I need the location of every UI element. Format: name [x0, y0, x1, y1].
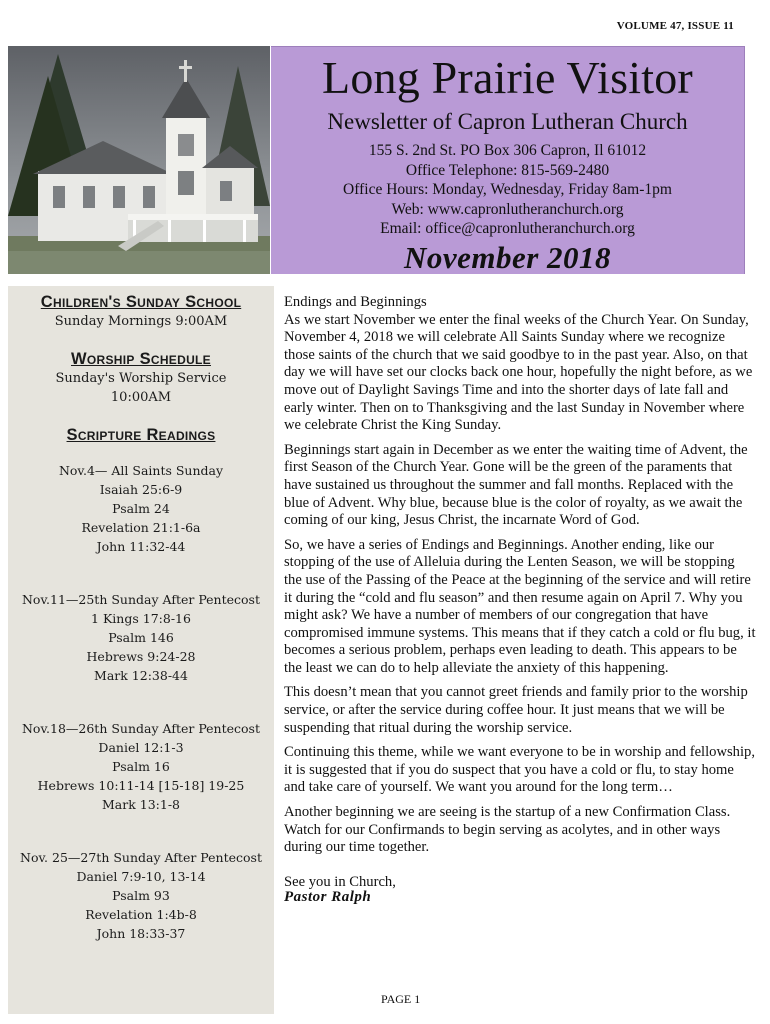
reading-line: Psalm 146: [108, 630, 174, 645]
newsletter-title: Long Prairie Visitor: [322, 52, 693, 103]
reading-line: Isaiah 25:6-9: [99, 482, 183, 497]
issue-month: November 2018: [403, 239, 612, 275]
reading-line: Daniel 12:1-3: [98, 740, 184, 755]
worship-time: 10:00AM: [110, 390, 172, 405]
reading-group-nov-11: [8, 590, 274, 685]
reading-group-nov-25: [8, 848, 274, 943]
volume-issue: VOLUME 47, ISSUE 11: [616, 20, 734, 32]
church-website: Web: www.capronlutheranchurch.org: [391, 200, 624, 218]
office-phone: Office Telephone: 815-569-2480: [405, 161, 610, 179]
reading-line: 1 Kings 17:8-16: [91, 611, 191, 626]
reading-line: Psalm 16: [112, 759, 170, 774]
scripture-heading: Scripture Readings: [66, 426, 216, 444]
newsletter-subtitle: Newsletter of Capron Lutheran Church: [327, 109, 688, 134]
sunday-school-heading: Children's Sunday School: [40, 293, 242, 311]
reading-line: John 18:33-37: [96, 926, 186, 941]
reading-line: Mark 13:1-8: [101, 797, 181, 812]
reading-line: Mark 12:38-44: [94, 668, 188, 683]
reading-line: Revelation 21:1-6a: [81, 520, 201, 535]
church-email: Email: office@capronlutheranchurch.org: [380, 220, 635, 237]
sunday-school-time: Sunday Mornings 9:00AM: [54, 314, 228, 329]
reading-line: John 11:32-44: [96, 539, 186, 554]
page-number: PAGE 1: [381, 992, 421, 1006]
article-closing: See you in Church,: [284, 873, 396, 890]
article-paragraph: Another beginning we are seeing is the startup of a new Confirmation Class. Watch for our Confirmands to begin serving as acolytes, and in other ways during our time together.: [284, 804, 731, 856]
reading-line: Daniel 7:9-10, 13-14: [76, 869, 206, 884]
reading-group-nov-18: [8, 719, 274, 814]
sidebar: [8, 286, 274, 1014]
article-heading: Endings and Beginnings: [284, 294, 427, 310]
reading-line: Nov. 25—27th Sunday After Pentecost: [20, 850, 262, 865]
church-photo: [8, 46, 270, 274]
article-paragraph: As we start November we enter the final weeks of the Church Year. On Sunday, November 4, 2018 we will celebrate All Saints Sunday where we recognize those saints of the church that we said goodbye to in the past year. Also, on that day we will have set our clocks back one hour, hopefully the night before, as we move out of Daylight Savings Time and into the shorter days of late fall and early winter. Then on to Thanksgiving and the last Sunday in November where we celebrate Christ the King Sunday.: [284, 311, 753, 434]
worship-service: Sunday's Worship Service: [55, 371, 227, 386]
reading-line: Psalm 24: [112, 501, 170, 516]
church-address: 155 S. 2nd St. PO Box 306 Capron, Il 61012: [368, 142, 647, 159]
masthead: [271, 46, 745, 274]
article-paragraph: Continuing this theme, while we want everyone to be in worship and fellowship, it is suggested that if you do suspect that you have a cold or flu, to stay home and take care of yourself. We want you around for the long term…: [284, 744, 755, 796]
office-hours: Office Hours: Monday, Wednesday, Friday 8am-1pm: [343, 181, 672, 198]
article-paragraph: This doesn’t mean that you cannot greet friends and family prior to the worship service, or after the service during coffee hour. It just means that we will be suspending that ritual during the worship service.: [284, 684, 748, 736]
worship-heading: Worship Schedule: [71, 350, 211, 368]
reading-line: Hebrews 9:24-28: [86, 649, 196, 664]
reading-line: Hebrews 10:11-14 [15-18] 19-25: [37, 778, 245, 793]
article: [284, 294, 756, 907]
reading-group-nov-4: [8, 461, 274, 556]
reading-line: Revelation 1:4b-8: [85, 907, 197, 922]
reading-line: Nov.11—25th Sunday After Pentecost: [21, 592, 260, 607]
article-paragraph: Beginnings start again in December as we enter the waiting time of Advent, the first Season of the Church Year. Gone will be the green of the paraments that have sustained us throughout the summer and fall months. Replaced with the blue of Advent. Why blue, because blue is the color of royalty, as we await the coming of our king, Jesus Christ, the incarnate Word of God.: [284, 441, 748, 529]
reading-line: Psalm 93: [112, 888, 170, 903]
reading-line: Nov.4— All Saints Sunday: [58, 463, 224, 478]
pastor-signature: Pastor Ralph: [284, 889, 372, 906]
article-paragraph: So, we have a series of Endings and Beginnings. Another ending, like our stopping of the use of Alleluia during the Lenten Season, we will be stopping the use of the Passing of the Peace at the beginning of the service and will retire it during the “cold and flu season” and then resume again on April 7. Why you might ask? We have a number of members of our congregation that have compromised immune systems. This means that if they catch a cold or flu bug, it becomes a serious problem, perhaps even leading to death. This appears to be the least we can do to help alleviate the anxiety of this happening.: [284, 536, 756, 676]
reading-line: Nov.18—26th Sunday After Pentecost: [21, 721, 260, 736]
